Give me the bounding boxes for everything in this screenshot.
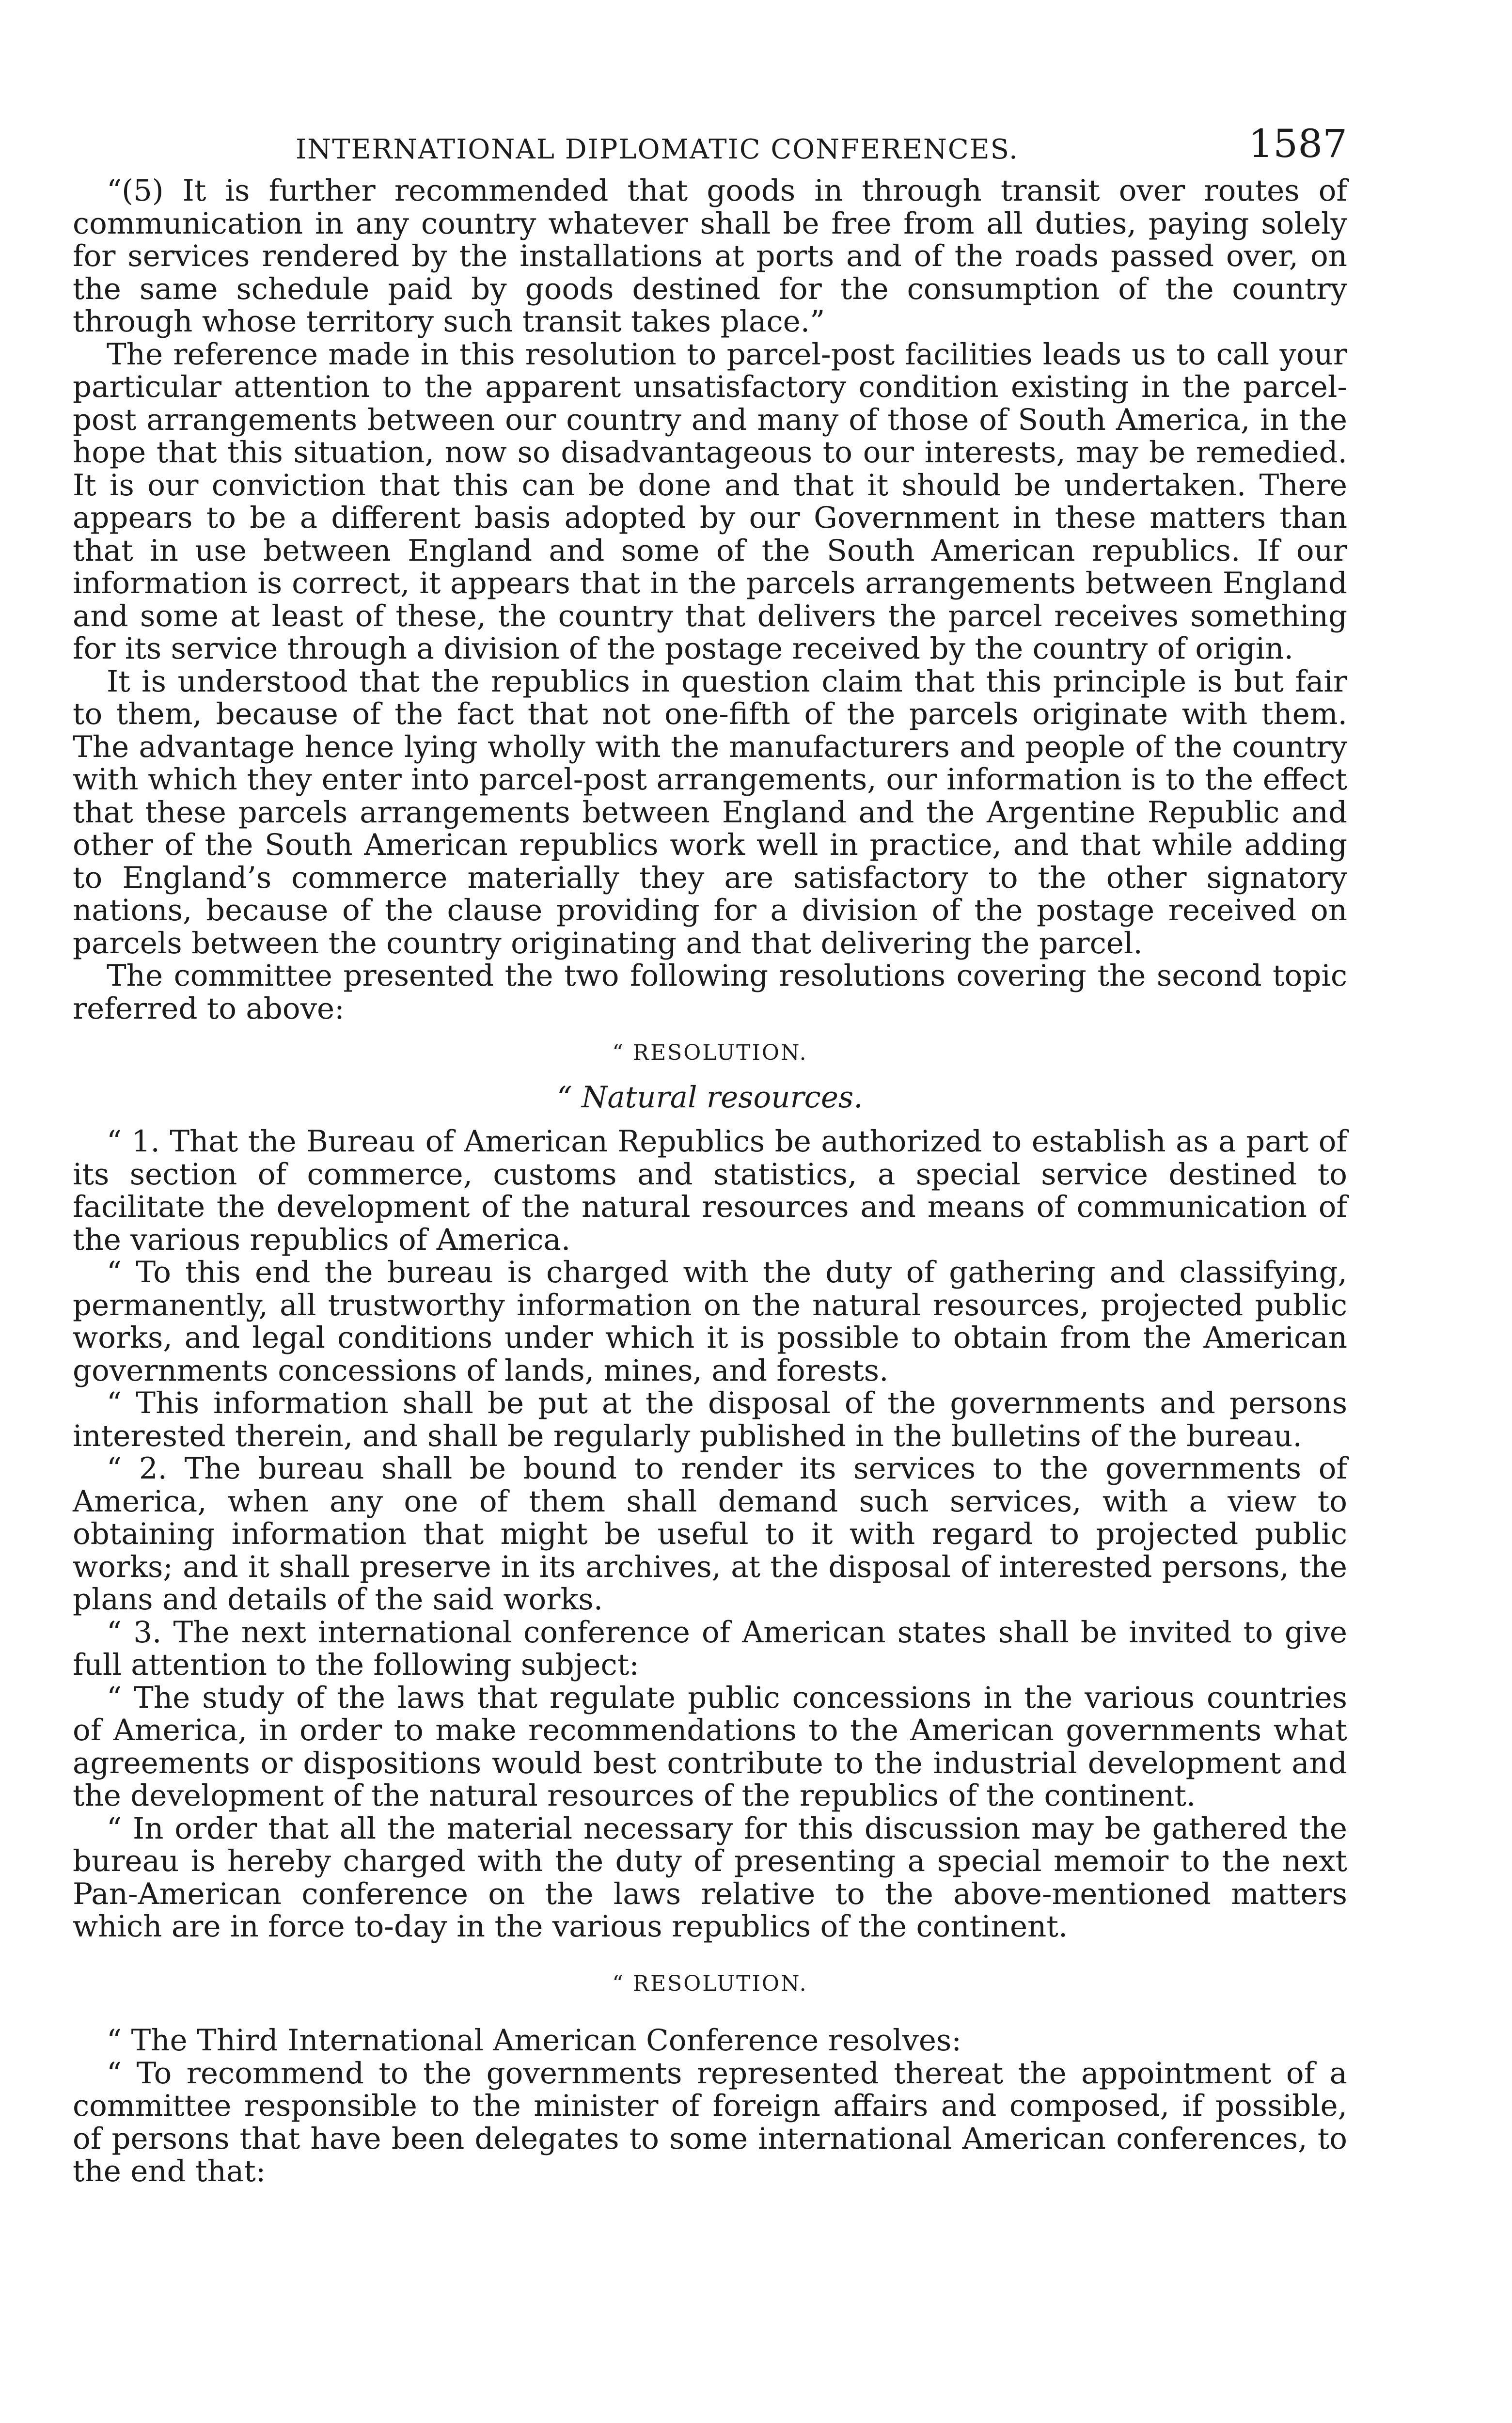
page-number: 1587 [1248, 121, 1347, 166]
paragraph: The reference made in this resolution to parcel-post facilities leads us to call your particular attention to the apparent unsatisfactory condition existing in the parcel-post arrangements between our country and many of those of South America, in the hope that this situation, now so disadvantageous to our interests, may be remedied. It is our conviction that this can be done and that it should be undertaken. There appears to be a different basis adopted by our Government in these matters than that in use between England and some of the South American republics. If our information is correct, it appears that in the parcels arrangements between England and some at least of these, the country that delivers the parcel receives something for its service through a division of the postage received by the country of origin. [73, 337, 1347, 666]
resolution-subheading: “ Natural resources. [557, 1080, 863, 1115]
running-title: INTERNATIONAL DIPLOMATIC CONFERENCES. [296, 134, 1019, 165]
paragraph: “ 2. The bureau shall be bound to render its services to the governments of America, when any one of them shall demand such services, with a view to obtaining information that might be useful to it with regard to projected public works; and it shall preserve in its archives, at the disposal of interested persons, the plans and details of the said works. [73, 1451, 1347, 1617]
paragraph: “ The study of the laws that regulate public concessions in the various countries of America, in order to make recommendations to the American governments what agreements or dispositions would best contribute to the industrial development and the development of the natural resources of the republics of the continent. [73, 1680, 1347, 1813]
resolution-heading: “ RESOLUTION. [612, 1040, 808, 1065]
resolution-heading: “ RESOLUTION. [612, 1971, 808, 1996]
paragraph: “ 3. The next international conference of American states shall be invited to give full attention to the following subject: [73, 1615, 1347, 1682]
body-text [73, 174, 1347, 2188]
paragraph: “ 1. That the Bureau of American Republics be authorized to establish as a part of its section of commerce, customs and statistics, a special service destined to facilitate the development of the natural resources and means of communication of the various republics of America. [73, 1124, 1347, 1257]
paragraph: “(5) It is further recommended that goods in through transit over routes of communication in any country whatever shall be free from all duties, paying solely for services rendered by the installations at ports and of the roads passed over, on the same schedule paid by goods destined for the consumption of the country through whose territory such transit takes place.” [73, 173, 1347, 339]
running-header [73, 121, 1347, 174]
paragraph: “ In order that all the material necessary for this discussion may be gathered the bureau is hereby charged with the duty of presenting a special memoir to the next Pan-American conference on the laws relative to the above-mentioned matters which are in force to-day in the various republics of the continent. [73, 1811, 1347, 1944]
paragraph: “ To this end the bureau is charged with the duty of gathering and classifying, permanently, all trustworthy information on the natural resources, projected public works, and legal conditions under which it is possible to obtain from the American governments concessions of lands, mines, and forests. [73, 1255, 1347, 1388]
paragraph: The committee presented the two following resolutions covering the second topic referred to above: [73, 959, 1347, 1026]
paragraph: It is understood that the republics in question claim that this principle is but fair to them, because of the fact that not one-fifth of the parcels originate with them. The advantage hence lying wholly with the manufacturers and people of the country with which they enter into parcel-post arrangements, our information is to the effect that these parcels arrangements between England and the Argentine Republic and other of the South American republics work well in practice, and that while adding to England’s commerce materially they are satisfactory to the other signatory nations, because of the clause providing for a division of the postage received on parcels between the country originating and that delivering the parcel. [73, 664, 1347, 960]
paragraph: “ This information shall be put at the disposal of the governments and persons interested therein, and shall be regularly published in the bulletins of the bureau. [73, 1386, 1347, 1453]
paragraph: “ The Third International American Conference resolves: [107, 2023, 961, 2058]
paragraph: “ To recommend to the governments represented thereat the appointment of a committee responsible to the minister of foreign affairs and composed, if possible, of persons that have been delegates to some international American conferences, to the end that: [73, 2056, 1347, 2188]
document-page [73, 121, 1347, 2188]
